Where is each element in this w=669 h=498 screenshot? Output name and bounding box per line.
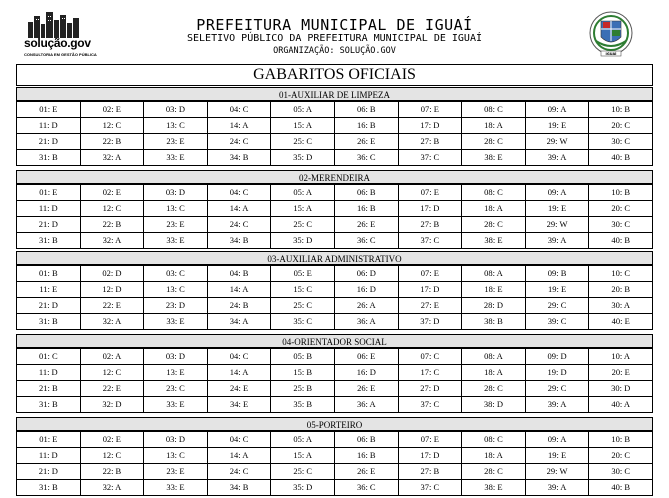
answer-cell: 30: C: [589, 134, 653, 150]
answer-cell: 12: C: [80, 201, 144, 217]
answer-cell: 12: C: [80, 365, 144, 381]
answer-cell: 12: C: [80, 448, 144, 464]
answer-cell: 32: A: [80, 480, 144, 496]
answer-cell: 16: D: [334, 282, 398, 298]
table-row: [17, 432, 653, 448]
answer-cell: 17: D: [398, 448, 462, 464]
answer-cell: 33: E: [144, 314, 208, 330]
answer-grid: [16, 101, 653, 166]
main-title: GABARITOS OFICIAIS: [16, 64, 653, 86]
answer-cell: 30: C: [589, 217, 653, 233]
answer-cell: 36: C: [334, 233, 398, 249]
answer-cell: 19: E: [525, 118, 589, 134]
answer-cell: 17: D: [398, 118, 462, 134]
answer-cell: 25: C: [271, 134, 335, 150]
answer-cell: 09: B: [525, 266, 589, 282]
answer-cell: 38: E: [462, 233, 526, 249]
answer-cell: 21: B: [17, 381, 81, 397]
answer-cell: 07: E: [398, 266, 462, 282]
answer-cell: 27: B: [398, 464, 462, 480]
table-row: [17, 266, 653, 282]
answer-cell: 19: E: [525, 282, 589, 298]
answer-cell: 36: C: [334, 480, 398, 496]
answer-cell: 29: W: [525, 134, 589, 150]
table-row: [17, 233, 653, 249]
answer-cell: 18: A: [462, 365, 526, 381]
answer-cell: 10: B: [589, 185, 653, 201]
answer-cell: 08: C: [462, 102, 526, 118]
answer-cell: 40: A: [589, 397, 653, 413]
answer-cell: 38: E: [462, 480, 526, 496]
answer-cell: 08: A: [462, 349, 526, 365]
answer-cell: 23: E: [144, 217, 208, 233]
answer-cell: 12: C: [80, 118, 144, 134]
answer-cell: 21: D: [17, 217, 81, 233]
answer-cell: 31: B: [17, 150, 81, 166]
logo-tagline: CONSULTORIA EM GESTÃO PÚBLICA: [24, 52, 97, 57]
table-row: [17, 217, 653, 233]
answer-cell: 32: A: [80, 233, 144, 249]
answer-cell: 26: E: [334, 464, 398, 480]
answer-cell: 39: A: [525, 397, 589, 413]
answer-cell: 02: D: [80, 266, 144, 282]
answer-cell: 16: B: [334, 118, 398, 134]
answer-cell: 37: C: [398, 150, 462, 166]
answer-cell: 21: D: [17, 134, 81, 150]
answer-cell: 37: C: [398, 480, 462, 496]
table-row: [17, 282, 653, 298]
header-organization: ORGANIZAÇÃO: SOLUÇÃO.GOV: [273, 46, 396, 56]
answer-cell: 22: B: [80, 217, 144, 233]
table-row: [17, 397, 653, 413]
table-row: [17, 201, 653, 217]
answer-cell: 19: E: [525, 201, 589, 217]
answer-cell: 18: A: [462, 118, 526, 134]
answer-cell: 26: E: [334, 217, 398, 233]
answer-cell: 26: E: [334, 134, 398, 150]
answer-cell: 15: C: [271, 282, 335, 298]
answer-cell: 07: C: [398, 349, 462, 365]
table-row: [17, 349, 653, 365]
answer-key-section: [16, 334, 653, 413]
answer-cell: 20: C: [589, 118, 653, 134]
section-title: 01-AUXILIAR DE LIMPEZA: [16, 87, 653, 101]
answer-cell: 08: C: [462, 185, 526, 201]
answer-cell: 35: C: [271, 314, 335, 330]
answer-cell: 11: D: [17, 365, 81, 381]
answer-cell: 07: E: [398, 102, 462, 118]
table-row: [17, 185, 653, 201]
answer-cell: 18: A: [462, 201, 526, 217]
answer-cell: 33: E: [144, 150, 208, 166]
answer-cell: 11: E: [17, 282, 81, 298]
answer-cell: 15: B: [271, 365, 335, 381]
answer-cell: 13: E: [144, 365, 208, 381]
table-row: [17, 480, 653, 496]
answer-cell: 22: B: [80, 464, 144, 480]
answer-cell: 35: D: [271, 233, 335, 249]
answer-key-section: [16, 170, 653, 249]
answer-cell: 38: E: [462, 150, 526, 166]
answer-cell: 37: C: [398, 233, 462, 249]
answer-cell: 01: E: [17, 185, 81, 201]
answer-cell: 03: D: [144, 185, 208, 201]
answer-cell: 31: B: [17, 314, 81, 330]
answer-cell: 27: B: [398, 134, 462, 150]
answer-cell: 32: A: [80, 150, 144, 166]
answer-cell: 04: C: [207, 102, 271, 118]
header-subtitle: SELETIVO PÚBLICO DA PREFEITURA MUNICIPAL DE IGUAÍ: [186, 33, 482, 44]
answer-cell: 39: A: [525, 233, 589, 249]
answer-cell: 26: E: [334, 381, 398, 397]
answer-key-section: [16, 417, 653, 496]
answer-cell: 40: B: [589, 233, 653, 249]
answer-cell: 28: C: [462, 217, 526, 233]
answer-cell: 07: E: [398, 185, 462, 201]
answer-cell: 24: C: [207, 217, 271, 233]
table-row: [17, 365, 653, 381]
answer-cell: 16: D: [334, 365, 398, 381]
answer-cell: 21: D: [17, 298, 81, 314]
answer-key-section: [16, 251, 653, 330]
answer-cell: 14: A: [207, 448, 271, 464]
answer-grid: [16, 265, 653, 330]
answer-cell: 29: C: [525, 381, 589, 397]
answer-cell: 37: C: [398, 397, 462, 413]
answer-cell: 10: A: [589, 349, 653, 365]
answer-cell: 24: E: [207, 381, 271, 397]
answer-cell: 25: C: [271, 217, 335, 233]
answer-cell: 02: A: [80, 349, 144, 365]
answer-cell: 07: E: [398, 432, 462, 448]
table-row: [17, 150, 653, 166]
answer-cell: 35: B: [271, 397, 335, 413]
answer-cell: 31: B: [17, 397, 81, 413]
answer-cell: 23: D: [144, 298, 208, 314]
answer-cell: 20: B: [589, 282, 653, 298]
answer-cell: 08: A: [462, 266, 526, 282]
answer-cell: 09: A: [525, 432, 589, 448]
answer-cell: 02: E: [80, 185, 144, 201]
answer-cell: 33: E: [144, 480, 208, 496]
answer-cell: 10: B: [589, 432, 653, 448]
answer-cell: 15: A: [271, 201, 335, 217]
answer-cell: 31: B: [17, 480, 81, 496]
table-row: [17, 118, 653, 134]
answer-cell: 28: C: [462, 134, 526, 150]
answer-grid: [16, 184, 653, 249]
answer-cell: 40: E: [589, 314, 653, 330]
answer-cell: 01: B: [17, 266, 81, 282]
answer-cell: 30: A: [589, 298, 653, 314]
answer-cell: 20: C: [589, 201, 653, 217]
table-row: [17, 464, 653, 480]
answer-cell: 29: W: [525, 217, 589, 233]
answer-cell: 13: C: [144, 448, 208, 464]
answer-cell: 03: C: [144, 266, 208, 282]
answer-cell: 08: C: [462, 432, 526, 448]
answer-cell: 11: D: [17, 201, 81, 217]
table-row: [17, 134, 653, 150]
answer-cell: 13: C: [144, 118, 208, 134]
answer-cell: 05: B: [271, 349, 335, 365]
answer-cell: 27: E: [398, 298, 462, 314]
answer-cell: 20: E: [589, 365, 653, 381]
answer-cell: 19: D: [525, 365, 589, 381]
answer-cell: 09: A: [525, 185, 589, 201]
answer-cell: 01: E: [17, 432, 81, 448]
answer-cell: 38: D: [462, 397, 526, 413]
document-header: [16, 10, 653, 62]
answer-cell: 19: E: [525, 448, 589, 464]
answer-grid: [16, 431, 653, 496]
answer-cell: 21: D: [17, 464, 81, 480]
answer-cell: 14: A: [207, 365, 271, 381]
answer-cell: 28: D: [462, 298, 526, 314]
answer-cell: 39: A: [525, 150, 589, 166]
answer-cell: 06: E: [334, 349, 398, 365]
answer-cell: 26: A: [334, 298, 398, 314]
answer-cell: 39: A: [525, 480, 589, 496]
answer-cell: 02: E: [80, 102, 144, 118]
answer-cell: 27: B: [398, 217, 462, 233]
answer-cell: 35: D: [271, 480, 335, 496]
answer-cell: 33: E: [144, 397, 208, 413]
answer-cell: 14: A: [207, 201, 271, 217]
municipal-seal-icon: [588, 11, 634, 59]
answer-cell: 18: E: [462, 282, 526, 298]
answer-cell: 14: A: [207, 118, 271, 134]
answer-cell: 17: D: [398, 201, 462, 217]
logo-wordmark: solução.gov: [24, 36, 91, 50]
answer-grid: [16, 348, 653, 413]
answer-cell: 35: D: [271, 150, 335, 166]
answer-cell: 30: D: [589, 381, 653, 397]
section-title: 03-AUXILIAR ADMINISTRATIVO: [16, 251, 653, 265]
answer-cell: 06: B: [334, 185, 398, 201]
seal-label: IGUAÍ: [605, 52, 617, 56]
answer-cell: 36: A: [334, 314, 398, 330]
answer-cell: 11: D: [17, 118, 81, 134]
answer-cell: 23: E: [144, 134, 208, 150]
answer-cell: 22: B: [80, 134, 144, 150]
answer-cell: 36: A: [334, 397, 398, 413]
answer-cell: 25: C: [271, 464, 335, 480]
answer-cell: 16: B: [334, 201, 398, 217]
answer-cell: 16: B: [334, 448, 398, 464]
answer-cell: 39: C: [525, 314, 589, 330]
answer-cell: 32: A: [80, 314, 144, 330]
answer-cell: 34: B: [207, 480, 271, 496]
table-row: [17, 298, 653, 314]
answer-cell: 02: E: [80, 432, 144, 448]
answer-cell: 29: W: [525, 464, 589, 480]
answer-cell: 04: C: [207, 349, 271, 365]
answer-cell: 37: D: [398, 314, 462, 330]
answer-cell: 22: E: [80, 381, 144, 397]
answer-cell: 24: B: [207, 298, 271, 314]
answer-cell: 20: C: [589, 448, 653, 464]
answer-cell: 38: B: [462, 314, 526, 330]
answer-cell: 18: A: [462, 448, 526, 464]
answer-cell: 10: B: [589, 102, 653, 118]
answer-cell: 25: B: [271, 381, 335, 397]
answer-cell: 24: C: [207, 464, 271, 480]
answer-cell: 03: D: [144, 102, 208, 118]
answer-cell: 13: C: [144, 201, 208, 217]
answer-cell: 25: C: [271, 298, 335, 314]
answer-cell: 03: D: [144, 432, 208, 448]
answer-cell: 06: D: [334, 266, 398, 282]
answer-cell: 34: B: [207, 233, 271, 249]
answer-cell: 30: C: [589, 464, 653, 480]
answer-cell: 13: C: [144, 282, 208, 298]
answer-cell: 15: A: [271, 448, 335, 464]
header-title: PREFEITURA MUNICIPAL DE IGUAÍ: [196, 16, 473, 34]
answer-cell: 06: B: [334, 102, 398, 118]
answer-cell: 06: B: [334, 432, 398, 448]
answer-cell: 17: D: [398, 282, 462, 298]
answer-cell: 01: E: [17, 102, 81, 118]
section-title: 05-PORTEIRO: [16, 417, 653, 431]
answer-cell: 22: E: [80, 298, 144, 314]
answer-cell: 05: E: [271, 266, 335, 282]
answer-cell: 29: C: [525, 298, 589, 314]
table-row: [17, 102, 653, 118]
answer-cell: 17: C: [398, 365, 462, 381]
answer-cell: 34: B: [207, 150, 271, 166]
answer-cell: 11: D: [17, 448, 81, 464]
answer-cell: 27: D: [398, 381, 462, 397]
answer-cell: 10: C: [589, 266, 653, 282]
answer-cell: 33: E: [144, 233, 208, 249]
table-row: [17, 314, 653, 330]
table-row: [17, 381, 653, 397]
answer-cell: 34: E: [207, 397, 271, 413]
answer-cell: 32: D: [80, 397, 144, 413]
answer-cell: 15: A: [271, 118, 335, 134]
answer-cell: 40: B: [589, 150, 653, 166]
answer-cell: 40: B: [589, 480, 653, 496]
answer-cell: 12: D: [80, 282, 144, 298]
answer-cell: 03: D: [144, 349, 208, 365]
answer-cell: 09: D: [525, 349, 589, 365]
answer-cell: 28: C: [462, 464, 526, 480]
answer-cell: 36: C: [334, 150, 398, 166]
answer-cell: 05: A: [271, 432, 335, 448]
section-title: 04-ORIENTADOR SOCIAL: [16, 334, 653, 348]
answer-cell: 04: C: [207, 432, 271, 448]
answer-cell: 05: A: [271, 102, 335, 118]
answer-key-section: [16, 87, 653, 166]
answer-cell: 01: C: [17, 349, 81, 365]
answer-cell: 04: C: [207, 185, 271, 201]
section-title: 02-MERENDEIRA: [16, 170, 653, 184]
answer-cell: 34: A: [207, 314, 271, 330]
answer-cell: 05: A: [271, 185, 335, 201]
answer-cell: 24: C: [207, 134, 271, 150]
answer-cell: 23: E: [144, 464, 208, 480]
answer-cell: 31: B: [17, 233, 81, 249]
table-row: [17, 448, 653, 464]
answer-cell: 14: A: [207, 282, 271, 298]
answer-cell: 23: C: [144, 381, 208, 397]
answer-cell: 04: B: [207, 266, 271, 282]
answer-cell: 09: A: [525, 102, 589, 118]
answer-cell: 28: C: [462, 381, 526, 397]
